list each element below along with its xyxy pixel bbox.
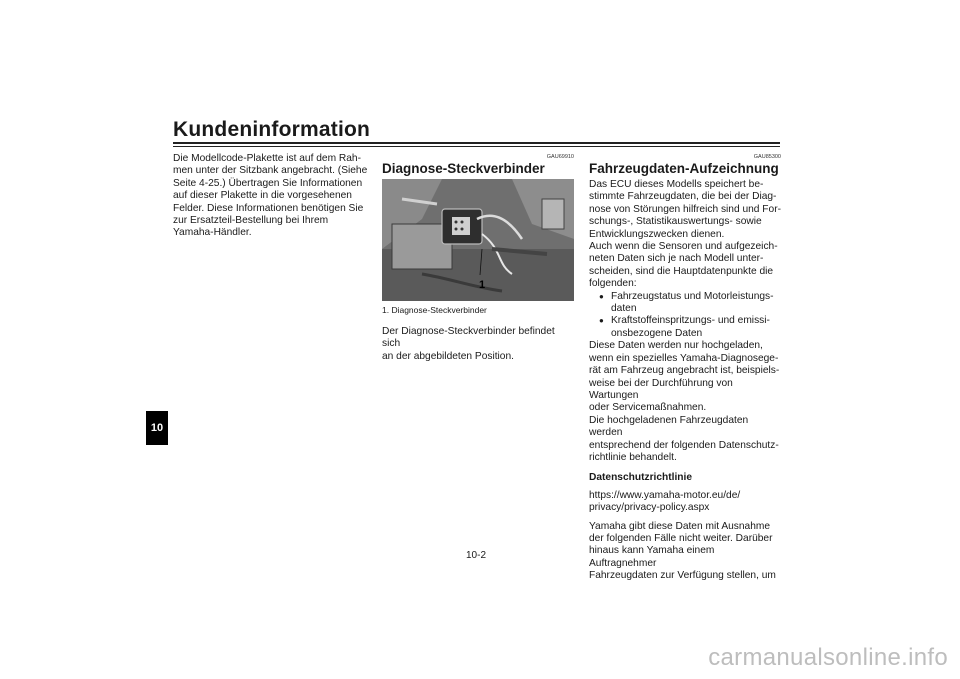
text-line: rät am Fahrzeug angebracht ist, beispiels-	[589, 365, 780, 377]
text-line: wenn ein spezielles Yamaha-Diagnosege-	[589, 352, 779, 364]
text-line: men unter der Sitzbank angebracht. (Siehe	[173, 165, 368, 177]
section-heading: Diagnose-Steckverbinder	[382, 161, 545, 176]
text-line: Diese Daten werden nur hochgeladen,	[589, 340, 763, 352]
text-line: Seite 4-25.) Übertragen Sie Informationen	[173, 177, 363, 189]
text-line: Auch wenn die Sensoren und aufgezeich-	[589, 241, 778, 253]
bullet-icon: ●	[599, 291, 604, 301]
text-line: Die Modellcode-Plakette ist auf dem Rah-	[173, 153, 361, 164]
text-line: Yamaha-Händler.	[173, 227, 252, 239]
text-line: der folgenden Fälle nicht weiter. Darüber	[589, 532, 773, 544]
text-line: folgenden:	[589, 278, 637, 290]
text-line: auf dieser Plakette in die vorgesehenen	[173, 190, 352, 202]
text-line: richtlinie behandelt.	[589, 451, 677, 463]
privacy-url-line: https://www.yamaha-motor.eu/de/	[589, 489, 741, 501]
text-line: Entwicklungszwecken dienen.	[589, 228, 725, 240]
list-item-line: Fahrzeugstatus und Motorleistungs-	[611, 290, 774, 302]
column-diagnose	[382, 153, 574, 363]
chapter-tab: 10	[146, 411, 168, 445]
text-line: weise bei der Durchführung von Wartungen	[589, 377, 733, 401]
list-item	[589, 291, 781, 316]
text-line: Der Diagnose-Steckverbinder befindet sich	[382, 326, 555, 350]
text-line: stimmte Fahrzeugdaten, die bei der Diag-	[589, 191, 777, 203]
connector-illustration	[382, 179, 574, 301]
data-points-list	[589, 291, 781, 341]
text-line: scheiden, sind die Hauptdatenpunkte die	[589, 265, 774, 277]
section-code: GAU69910	[546, 154, 574, 160]
text-line: nose von Störungen hilfreich sind und For-	[589, 203, 781, 215]
text-line: entsprechend der folgenden Datenschutz-	[589, 439, 779, 451]
list-item-line: daten	[611, 303, 637, 315]
diagnose-connector-photo	[382, 179, 574, 301]
text-line: hinaus kann Yamaha einem Auftragnehmer	[589, 545, 715, 569]
text-line: an der abgebildeten Position.	[382, 350, 514, 362]
text-line: neten Daten sich je nach Modell unter-	[589, 253, 764, 265]
section-code: GAU85300	[753, 154, 781, 160]
title-rule-thin	[173, 146, 780, 147]
text-line: Fahrzeugdaten zur Verfügung stellen, um	[589, 570, 776, 582]
list-item-line: onsbezogene Daten	[611, 327, 703, 339]
bullet-icon: ●	[599, 316, 604, 326]
list-item-line: Kraftstoffeinspritzungs- und emissi-	[611, 315, 770, 327]
text-line: Das ECU dieses Modells speichert be-	[589, 179, 764, 190]
page-title: Kundeninformation	[173, 118, 371, 141]
text-line: zur Ersatzteil-Bestellung bei Ihrem	[173, 215, 329, 227]
text-line: Yamaha gibt diese Daten mit Ausnahme	[589, 520, 771, 532]
column-vehicle-data	[589, 153, 781, 583]
photo-caption: 1. Diagnose-Steckverbinder	[382, 305, 487, 315]
column-model-plate	[173, 153, 369, 240]
page-number: 10-2	[466, 550, 487, 561]
text-line: schungs-, Statistikauswertungs- sowie	[589, 216, 762, 228]
text-line: Felder. Diese Informationen benötigen Sie	[173, 202, 364, 214]
watermark: carmanualsonline.info	[708, 644, 948, 671]
list-item	[589, 315, 781, 340]
subheading: Datenschutzrichtlinie	[589, 472, 693, 484]
photo-callout: 1	[479, 279, 486, 291]
text-line: oder Servicemaßnahmen.	[589, 402, 707, 414]
title-rule	[173, 142, 780, 144]
text-line: Die hochgeladenen Fahrzeugdaten werden	[589, 414, 749, 439]
section-heading: Fahrzeugdaten-Aufzeichnung	[589, 161, 779, 176]
privacy-url-line: privacy/privacy-policy.aspx	[589, 502, 710, 514]
